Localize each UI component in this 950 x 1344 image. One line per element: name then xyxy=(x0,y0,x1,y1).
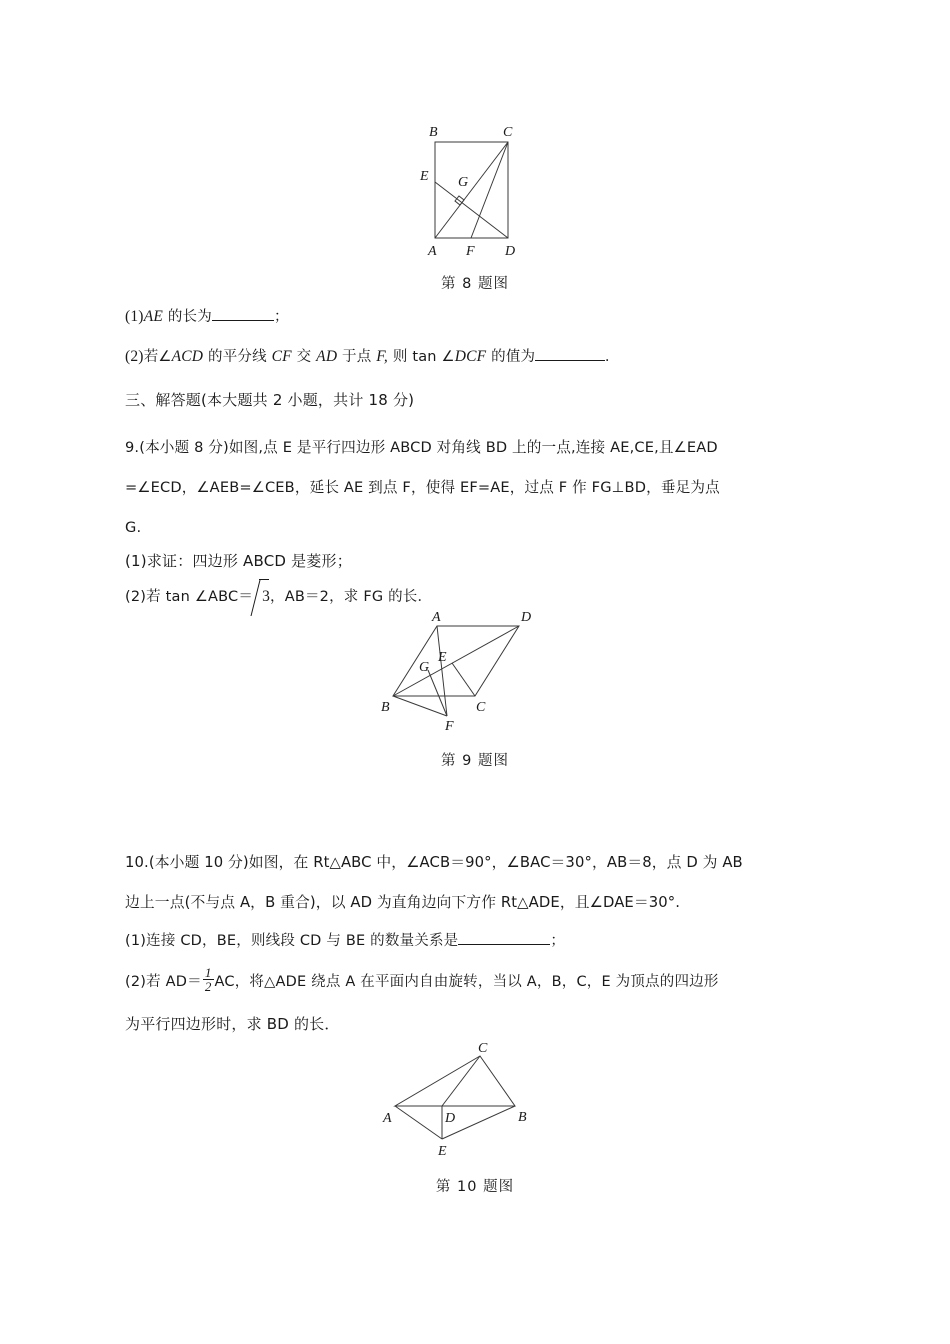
figure-8-label-C: C xyxy=(503,125,513,140)
q8-part1 xyxy=(125,297,289,337)
fraction-numerator: 1 xyxy=(204,964,212,980)
figure-8-label-E: E xyxy=(420,169,429,184)
figure-8-caption: 第 8 题图 xyxy=(441,276,509,292)
q10-part1 xyxy=(125,921,565,961)
figure-9-drawing xyxy=(375,608,575,736)
fraction-one-half xyxy=(203,966,214,994)
q8-part2-italic-acd: ACD xyxy=(171,348,204,365)
q9-stem-line-1: 9.(本小题 8 分)如图,点 E 是平行四边形 ABCD 对角线 BD 上的一点,连接 AE,CE,且∠EAD xyxy=(125,439,718,456)
q8-part1-blank[interactable] xyxy=(212,320,274,321)
section-3-heading: 三、解答题(本大题共 2 小题，共计 18 分) xyxy=(125,391,415,409)
figure-8-label-F: F xyxy=(466,244,475,259)
q10-part1-prefix: (1)连接 CD，BE，则线段 CD 与 BE 的数量关系是 xyxy=(125,933,459,949)
figure-8-label-B: B xyxy=(429,125,438,140)
figure-10-caption: 第 10 题图 xyxy=(435,1179,515,1195)
q9-part2-radicand: 3 xyxy=(262,588,271,605)
figure-9-caption: 第 9 题图 xyxy=(441,753,509,769)
q9-stem-line-3: G. xyxy=(125,519,142,536)
q8-part2-text5: 则 tan ∠ xyxy=(388,349,455,365)
q8-part2-italic-dcf: DCF xyxy=(454,348,487,365)
q10-part2-line-2: 为平行四边形时，求 BD 的长． xyxy=(125,1015,340,1033)
q10-part2-mid: AC，将△ADE 绕点 A 在平面内自由旋转，当以 A，B，C，E 为顶点的四边形 xyxy=(214,974,719,990)
q8-part2-italic-cf: CF xyxy=(271,348,292,365)
q8-part2-text4: 于点 xyxy=(337,349,377,365)
q8-part1-suffix: ； xyxy=(273,309,289,325)
q10-part1-blank[interactable] xyxy=(458,944,550,945)
q9-stem-line-2: =∠ECD，∠AEB=∠CEB，延长 AE 到点 F，使得 EF=AE，过点 F 作 FG⊥BD，垂足为点 xyxy=(125,479,720,496)
q8-part1-prefix: (1) xyxy=(125,308,144,325)
figure-9-label-A: A xyxy=(432,610,441,625)
figure-10-label-C: C xyxy=(478,1041,488,1056)
q8-part2-italic-ad: AD xyxy=(316,348,338,365)
figure-8-drawing xyxy=(375,110,575,260)
figure-10-label-E: E xyxy=(438,1144,447,1159)
figure-9-label-F: F xyxy=(445,719,454,734)
q10-part2-prefix: (2)若 AD＝ xyxy=(125,974,202,990)
q8-part2-prefix: (2) xyxy=(125,348,144,365)
q8-part2-text2: 的平分线 xyxy=(203,349,272,365)
figure-9-label-C: C xyxy=(476,700,486,715)
q8-part2-suffix: . xyxy=(605,348,610,365)
q8-part1-italic-ae: AE xyxy=(143,308,164,325)
q8-part2-text3: 交 xyxy=(291,349,317,365)
figure-8-label-D: D xyxy=(505,244,516,259)
figure-8-label-G: G xyxy=(458,175,469,190)
q10-part2-line-1 xyxy=(125,962,719,1002)
figure-9-label-B: B xyxy=(381,700,390,715)
figure-9-label-G: G xyxy=(419,660,430,675)
figure-9-label-E: E xyxy=(438,650,447,665)
q10-stem-line-2: 边上一点(不与点 A，B 重合)，以 AD 为直角边向下方作 Rt△ADE，且∠DAE＝30°. xyxy=(125,894,681,911)
figure-10-label-A: A xyxy=(383,1111,392,1126)
figure-10-label-B: B xyxy=(518,1110,527,1125)
fraction-denominator: 2 xyxy=(204,979,212,995)
q9-part2-suffix: ，AB＝2，求 FG 的长． xyxy=(270,589,433,605)
figure-8-label-A: A xyxy=(428,244,437,259)
figure-10-label-D: D xyxy=(445,1111,456,1126)
q8-part2-blank[interactable] xyxy=(535,360,605,361)
q10-stem-line-1: 10.(本小题 10 分)如图，在 Rt△ABC 中，∠ACB＝90°，∠BAC＝30°，AB＝8，点 D 为 AB xyxy=(125,854,743,871)
q9-part1: (1)求证：四边形 ABCD 是菱形； xyxy=(125,552,352,570)
q8-part2-italic-f: F, xyxy=(376,348,389,365)
figure-10 xyxy=(0,1043,950,1196)
q8-part2-text1: 若∠ xyxy=(143,349,172,365)
figure-9 xyxy=(0,608,950,770)
figure-8 xyxy=(0,110,950,293)
q8-part2 xyxy=(125,337,609,377)
q8-part2-text6: 的值为 xyxy=(486,349,536,365)
q8-part1-text: 的长为 xyxy=(163,309,212,325)
figure-9-label-D: D xyxy=(521,610,532,625)
q10-part1-suffix: ； xyxy=(550,933,566,949)
q9-part2-prefix: (2)若 tan ∠ABC＝ xyxy=(125,589,254,605)
figure-10-drawing xyxy=(375,1043,575,1161)
